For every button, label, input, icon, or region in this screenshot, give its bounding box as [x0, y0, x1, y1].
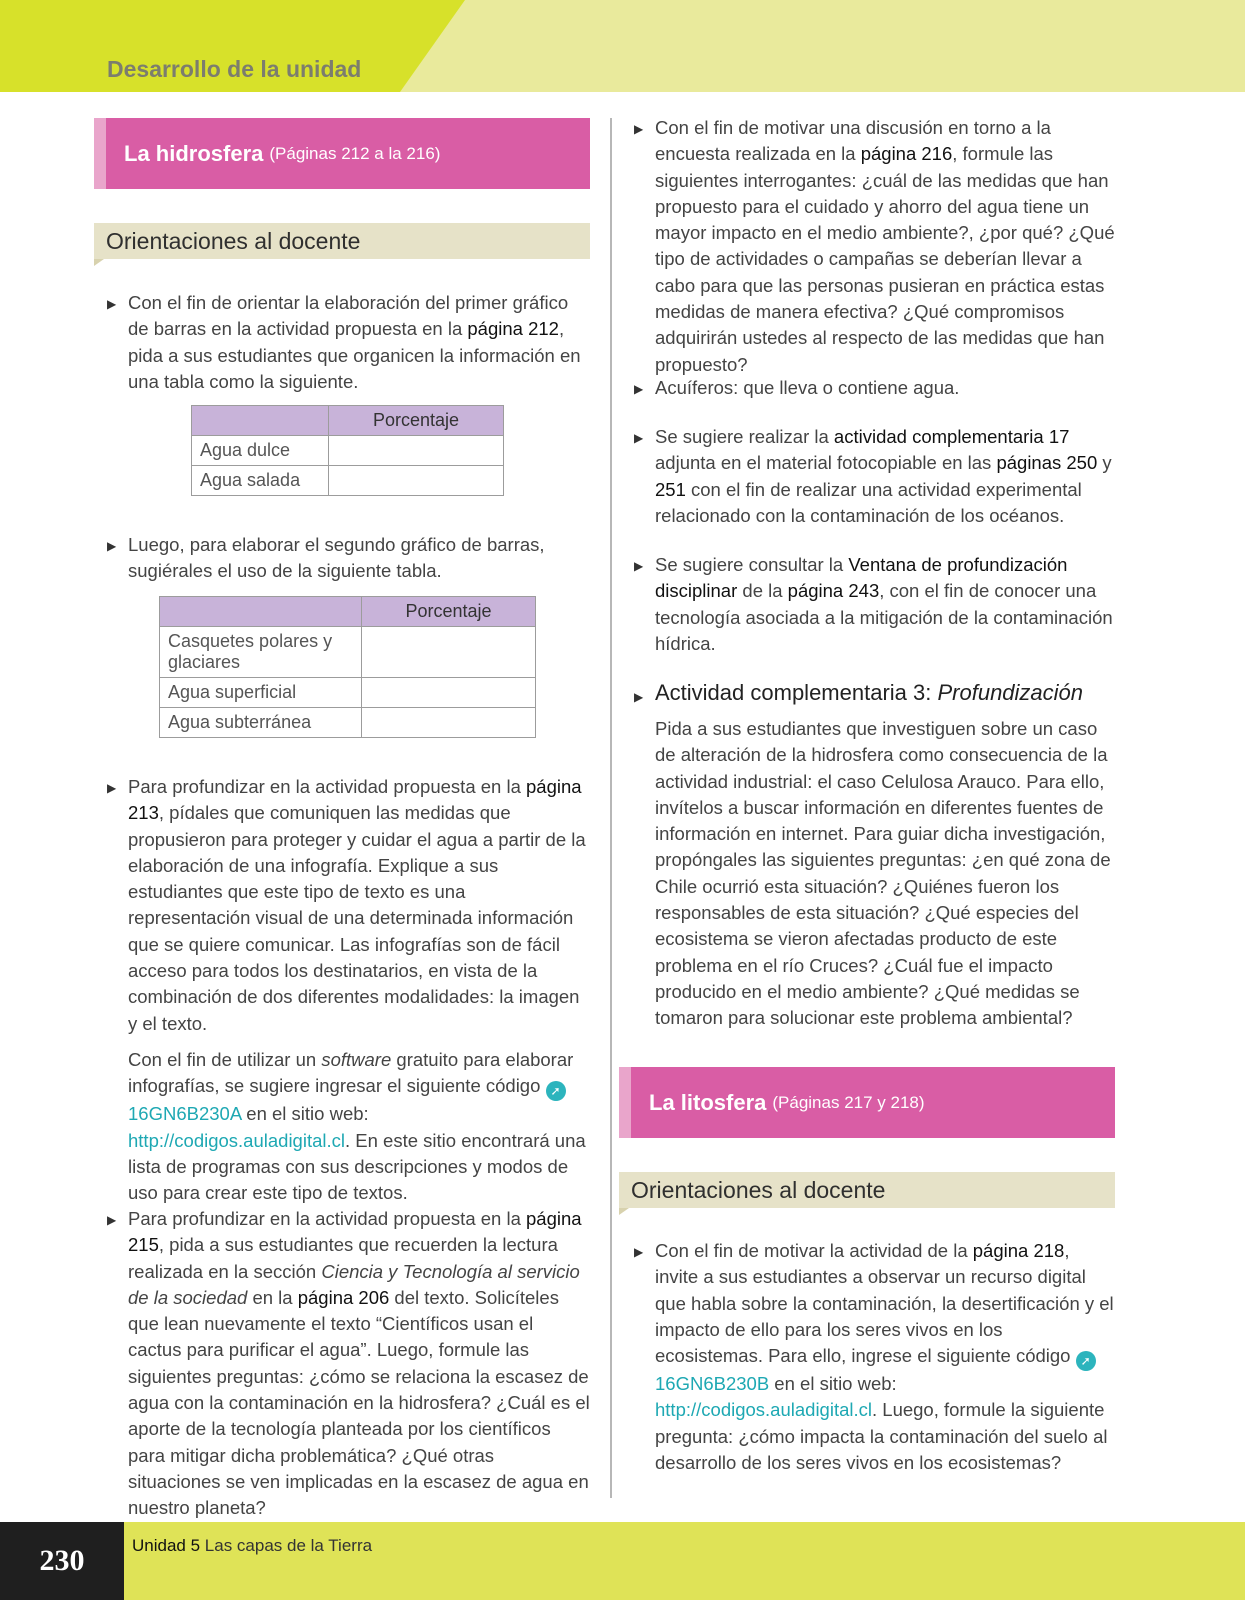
- text: Con el fin de motivar una discusión en torno a la encuesta realizada en la: [655, 117, 1051, 165]
- bullet-arrow-icon: ▶: [107, 539, 117, 553]
- page-ref: página 215: [128, 1208, 582, 1256]
- page-ref: 251: [655, 478, 686, 500]
- text: , pídales que comuniquen las medidas que propusieron para proteger y cuidar el agua a partir de la elaboración de una infografía. Explique a sus estudiantes que este tipo de texto es una representación visual de una determinada información que se quiere comunicar. Las infografías son de fácil acceso para todos los destinatarios, en vista de la combinación de dos diferentes modalidades: la imagen y el texto.: [128, 802, 586, 1034]
- text: , formule las siguientes interrogantes: ¿cuál de las medidas que han propuesto para el cuidado y ahorro del agua tiene un mayor impacto en el medio ambiente?, ¿por qué? ¿Qué tipo de actividades o campañas se deberían llevar a cabo para que las personas pusieran en práctica estas medidas de manera efectiva? ¿Qué compromisos adquirirán ustedes al respecto de las medidas que han propuesto?: [655, 143, 1115, 375]
- text: Con el fin de motivar la actividad de la: [655, 1240, 973, 1261]
- hidrosfera-title: La hidrosfera: [124, 140, 264, 166]
- text: con el fin de realizar una actividad experimental relacionado con la contaminación de los océanos.: [655, 478, 1082, 526]
- section-ref: Ventana de profundización disciplinar: [655, 554, 1068, 602]
- bullet-arrow-icon: ▶: [634, 382, 644, 396]
- text: Se sugiere consultar la: [655, 554, 849, 575]
- activity-subtitle: Profundización: [937, 680, 1084, 705]
- page-ref: página 212: [467, 318, 559, 340]
- table-cell: [362, 627, 536, 678]
- text: Con el fin de orientar la elaboración del primer gráfico de barras en la actividad propuesta en la: [128, 292, 569, 340]
- text: Acuíferos: que lleva o contiene agua.: [655, 377, 960, 398]
- table-water-types: [191, 405, 504, 496]
- left-bullet-1: [106, 290, 590, 395]
- page-number: 230: [0, 1522, 124, 1600]
- page-ref: página 218: [972, 1240, 1065, 1261]
- unit-title: Las capas de la Tierra: [204, 1536, 373, 1555]
- unit-label: Unidad 5: [132, 1536, 201, 1555]
- activity-title: Actividad complementaria 3:: [655, 680, 932, 705]
- bullet-arrow-icon: ▶: [107, 297, 117, 311]
- bullet-arrow-icon: ▶: [634, 122, 644, 136]
- text: en el sitio web:: [769, 1373, 897, 1395]
- text: Luego, para elaborar el segundo gráfico de barras, sugiérales el uso de la siguiente tabla.: [128, 534, 545, 582]
- rocket-icon: ➚: [1076, 1351, 1096, 1371]
- orientaciones-heading-left: [94, 223, 590, 259]
- bullet-arrow-icon: ▶: [107, 781, 117, 795]
- text: Se sugiere realizar la: [655, 426, 834, 447]
- text: . Luego, formule la siguiente pregunta: ¿cómo impacta la contaminación del suelo al desarrollo de los seres vivos en los ecosistemas?: [655, 1399, 1108, 1474]
- bullet-arrow-icon: ▶: [634, 690, 644, 704]
- text: . En este sitio encontrará una lista de programas con sus descripciones y modos de uso para crear este tipo de textos.: [128, 1129, 586, 1204]
- table-row-label: Agua subterránea: [160, 708, 362, 738]
- rocket-icon: ➚: [546, 1081, 566, 1101]
- right-bullet-1: [633, 115, 1115, 378]
- text: en el sitio web:: [241, 1103, 369, 1125]
- table-cell: [329, 466, 504, 496]
- page-ref: página 216: [860, 143, 953, 165]
- left-bullet-4: [106, 1206, 590, 1522]
- column-divider: [610, 118, 612, 1498]
- table-freshwater-distribution: [159, 596, 536, 738]
- left-bullet-2: [106, 532, 590, 585]
- table-header: Porcentaje: [362, 597, 536, 627]
- code-link[interactable]: 16GN6B230A: [128, 1103, 242, 1125]
- right-bullet-3: [633, 424, 1115, 529]
- activity-ref: actividad complementaria 17: [833, 426, 1070, 447]
- text: Con el fin de utilizar un: [128, 1048, 322, 1070]
- page-ref: páginas 250: [996, 452, 1098, 474]
- text: , pida a sus estudiantes que organicen la información en una tabla como la siguiente.: [128, 318, 581, 392]
- bullet-arrow-icon: ▶: [634, 1245, 644, 1259]
- text: y: [1097, 452, 1112, 474]
- heading-edge: [94, 118, 106, 189]
- activity-text: Pida a sus estudiantes que investiguen sobre un caso de alteración de la hidrosfera como consecuencia de la actividad industrial: el caso Celulosa Arauco. Para ello, invítelos a buscar información en diferentes fuentes de información en internet. Para guiar dicha investigación, propóngales las siguientes preguntas: ¿en qué zona de Chile ocurrió esta situación? ¿Quiénes fueron los responsables de esta situación? ¿Qué especies del ecosistema se vieron afectadas producto de este problema en el río Cruces? ¿Cuál fue el impacto producido en el medio ambiente? ¿Qué medidas se tomaron para solucionar este problema ambiental?: [655, 718, 1111, 1029]
- text: de la: [737, 580, 788, 602]
- table-corner: [192, 406, 329, 436]
- hidrosfera-heading: [94, 118, 590, 189]
- litosfera-pages: (Páginas 217 y 218): [772, 1092, 925, 1112]
- hidrosfera-pages: (Páginas 212 a la 216): [269, 143, 441, 163]
- footer-unit: [132, 1536, 372, 1556]
- text: del texto. Solicíteles que lean nuevamente el texto “Científicos usan el cactus para purificar el agua”. Luego, formule las siguientes preguntas: ¿cómo se relaciona la escasez de agua con la contaminación en la hidrosfera? ¿Cuál es el aporte de la tecnología planteada por los científicos para mitigar dicha problemática? ¿Qué otras situaciones se ven implicadas en la escasez de agua en nuestro planeta?: [128, 1286, 590, 1519]
- section-title: Desarrollo de la unidad: [107, 56, 362, 82]
- website-link[interactable]: http://codigos.auladigital.cl: [655, 1399, 872, 1421]
- page-ref: página 206: [297, 1286, 390, 1308]
- left-bullet-3: [106, 774, 590, 1206]
- text: Ciencia y Tecnología al servicio de la sociedad: [128, 1260, 580, 1308]
- orientaciones-heading-right: [619, 1172, 1115, 1208]
- orientaciones-label: Orientaciones al docente: [106, 227, 361, 254]
- table-cell: [362, 678, 536, 708]
- text: Para profundizar en la actividad propuesta en la: [128, 776, 527, 797]
- code-link[interactable]: 16GN6B230B: [655, 1373, 770, 1395]
- right-bullet-4: [633, 552, 1115, 657]
- text: Para profundizar en la actividad propuesta en la: [128, 1208, 527, 1229]
- website-link[interactable]: http://codigos.auladigital.cl: [128, 1129, 345, 1151]
- infografia-paragraph: [106, 1047, 590, 1206]
- right-bullet-2: [633, 375, 1115, 401]
- heading-edge: [619, 1067, 631, 1138]
- bullet-arrow-icon: ▶: [634, 559, 644, 573]
- litosfera-heading: [619, 1067, 1115, 1138]
- table-row-label: Agua salada: [192, 466, 329, 496]
- text: adjunta en el material fotocopiable en las: [655, 452, 997, 474]
- table-cell: [362, 708, 536, 738]
- activity-heading: [633, 678, 1115, 708]
- text: gratuito para elaborar infografías, se sugiere ingresar el siguiente código: [128, 1048, 574, 1097]
- table-row-label: Agua dulce: [192, 436, 329, 466]
- bullet-arrow-icon: ▶: [107, 1213, 117, 1227]
- page-ref: página 243: [787, 580, 880, 602]
- footer-band: [0, 1522, 1245, 1600]
- bullet-arrow-icon: ▶: [634, 431, 644, 445]
- table-header: Porcentaje: [329, 406, 504, 436]
- table-row-label: Casquetes polares y glaciares: [160, 627, 362, 678]
- table-corner: [160, 597, 362, 627]
- table-cell: [329, 436, 504, 466]
- right-bullet-5: [633, 1238, 1115, 1476]
- text: , pida a sus estudiantes que recuerden la lectura realizada en la sección: [128, 1234, 558, 1282]
- orientaciones-label: Orientaciones al docente: [631, 1176, 886, 1203]
- text: software: [321, 1048, 392, 1070]
- text: en la: [247, 1286, 298, 1308]
- litosfera-title: La litosfera: [649, 1089, 767, 1115]
- page-ref: página 213: [128, 776, 582, 824]
- table-row-label: Agua superficial: [160, 678, 362, 708]
- text: , con el fin de conocer una tecnología asociada a la mitigación de la contaminación hídrica.: [655, 580, 1113, 654]
- text: , invite a sus estudiantes a observar un recurso digital que habla sobre la contaminación, la desertificación y el impacto de ello para los seres vivos en los ecosistemas. Para ello, ingrese el siguiente código: [655, 1240, 1114, 1367]
